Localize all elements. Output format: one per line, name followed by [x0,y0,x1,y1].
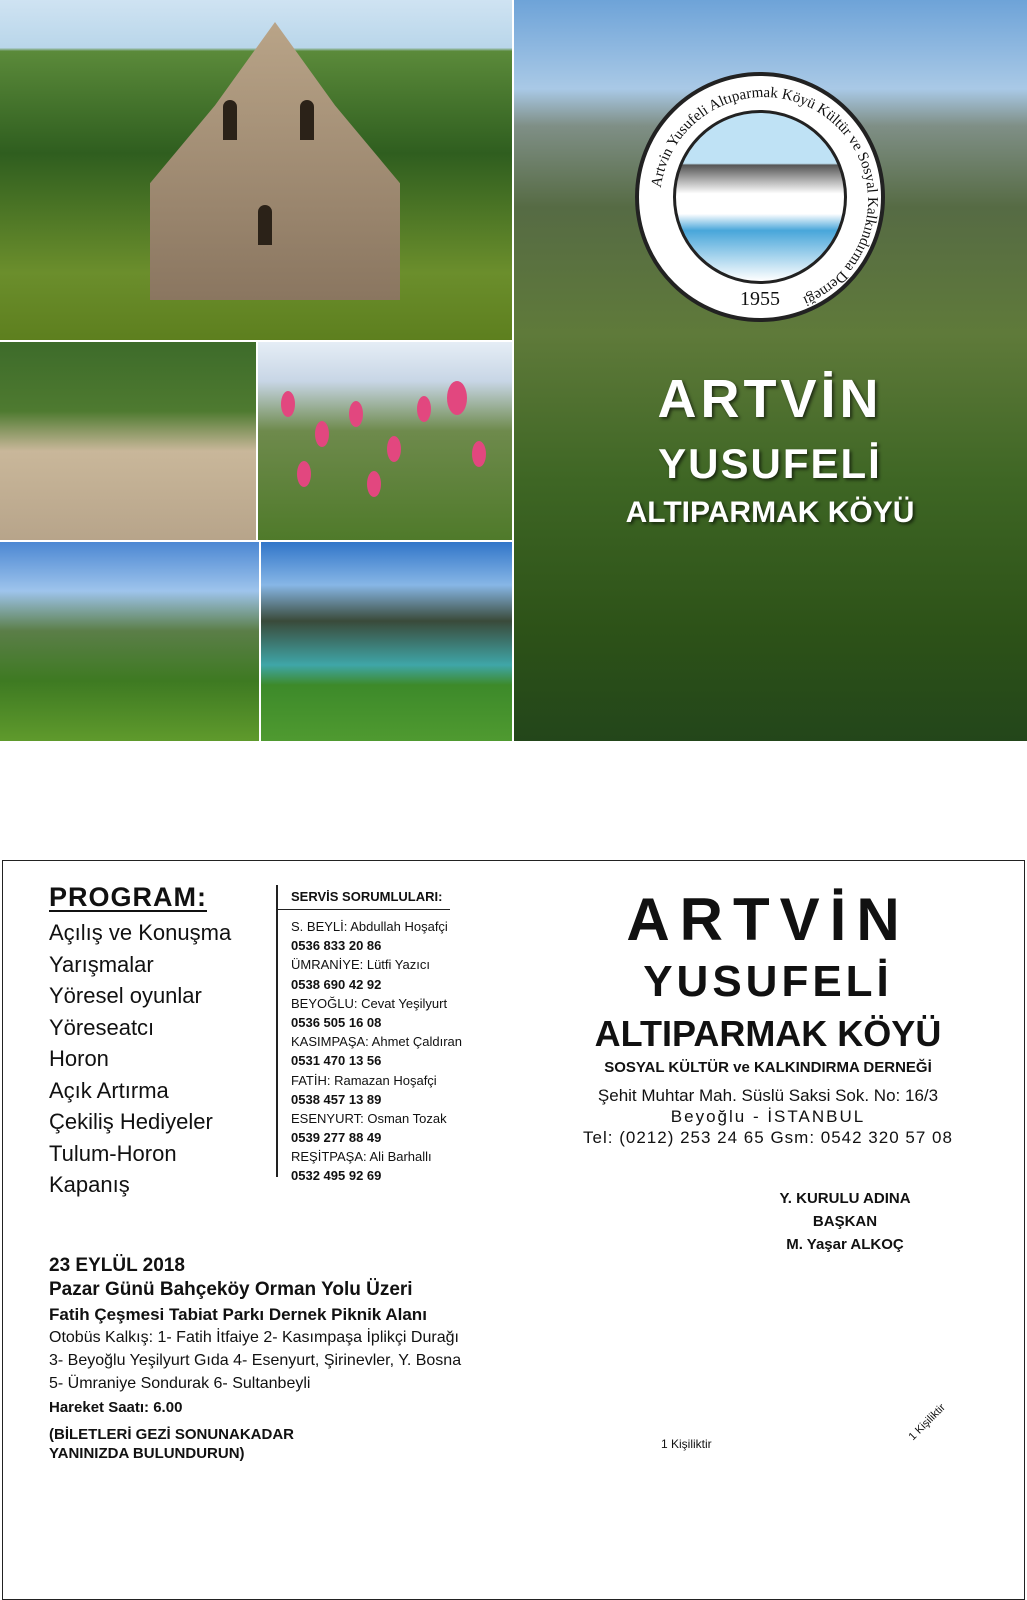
mountain-lake-photo [260,541,513,741]
signature-role: BAŞKAN [812,1213,878,1230]
folk-dance-photo [0,341,257,541]
program-item: Yöresel oyunlar [49,983,202,1008]
ticket-warning: (BİLETLERİ GEZİ SONUNAKADAR YANINIZDA BULUNDURUN) [49,1426,294,1462]
svg-text:Artvin Yusufeli Altıparmak Köy: Artvin Yusufeli Altıparmak Köyü Kültür ve Sosyal Kalkındırma Derneği [648,84,881,309]
photo-collage [0,0,1027,741]
ticket-title-artvin: ARTVİN [626,886,910,953]
bus-departure-points: Otobüs Kalkış: 1- Fatih İtfaiye 2- Kasımpaşa İplikçi Durağı [49,1329,459,1346]
servis-contact-phone: 0536 833 20 86 [291,938,382,954]
servis-contact-name: KASIMPAŞA: Ahmet Çaldıran [291,1034,462,1050]
servis-contact [291,1071,462,1109]
servis-contact [291,1147,462,1185]
contact-phones: Tel: (0212) 253 24 65 Gsm: 0542 320 57 08 [583,1128,953,1147]
seal-year: 1955 [740,288,780,310]
church-window [223,100,237,140]
address-street: Şehit Muhtar Mah. Süslü Saksi Sok. No: 16/3 [597,1086,939,1105]
capacity-label-rotated: 1 Kişiliktir [906,1401,948,1443]
green-valley-photo [0,541,260,741]
association-seal-logo [635,72,885,322]
address-city: Beyoğlu - İSTANBUL [670,1107,866,1126]
event-date: 23 EYLÜL 2018 [49,1255,185,1276]
program-heading: PROGRAM: [49,882,207,912]
servis-contact-name: S. BEYLİ: Abdullah Hoşafçi [291,919,448,934]
church-photo [0,0,513,341]
servis-heading: SERVİS SORUMLULARI: [291,889,443,904]
program-item: Açılış ve Konuşma [49,920,232,945]
servis-heading-underline [278,909,450,910]
cover-title-yusufeli: YUSUFELİ [658,440,882,487]
event-location: Pazar Günü Bahçeköy Orman Yolu Üzeri [49,1279,413,1300]
servis-contact [291,1109,462,1147]
servis-list [291,917,462,1186]
church-building [150,22,400,300]
program-item: Tulum-Horon [49,1140,177,1166]
signature-block [755,1187,935,1256]
servis-contact [291,994,462,1032]
program-item: Açık Artırma [49,1077,169,1103]
cover-title-artvin: ARTVİN [657,369,883,429]
servis-contact [291,917,462,955]
church-window [300,100,314,140]
program-item: Horon [49,1046,109,1071]
servis-contact-phone: 0538 457 13 89 [291,1091,382,1107]
association-name: SOSYAL KÜLTÜR ve KALKINDIRMA DERNEĞİ [604,1059,932,1076]
servis-contact-name: ÜMRANİYE: Lütfi Yazıcı [291,957,430,973]
servis-contact-name: ESENYURT: Osman Tozak [291,1110,447,1126]
event-venue: Fatih Çeşmesi Tabiat Parkı Dernek Piknik Alanı [49,1305,427,1324]
bus-departure-points: 3- Beyoğlu Yeşilyurt Gıda 4- Esenyurt, Şirinevler, Y. Bosna [49,1352,462,1369]
bus-departure-points: 5- Ümraniye Sondurak 6- Sultanbeyli [49,1375,311,1392]
program-item: Yöreseatcı [49,1014,155,1040]
column-divider [276,885,278,1177]
capacity-label: 1 Kişiliktir [661,1437,712,1451]
servis-contact-phone: 0539 277 88 49 [291,1130,382,1146]
signature-name: M. Yaşar ALKOÇ [786,1236,904,1253]
servis-contact-name: REŞİTPAŞA: Ali Barhallı [291,1149,432,1165]
pink-flowers-photo [257,341,513,541]
ticket-title-yusufeli: YUSUFELİ [643,957,893,1006]
seal-landscape-illustration [673,110,847,284]
servis-contact-phone: 0531 470 13 56 [291,1053,382,1069]
program-item: Çekiliş Hediyeler [49,1109,213,1134]
program-item: Yarışmalar [49,951,154,977]
departure-time: Hareket Saatı: 6.00 [49,1399,183,1416]
servis-contact-phone: 0538 690 42 92 [291,976,382,992]
servis-contact-name: BEYOĞLU: Cevat Yeşilyurt [291,995,448,1011]
servis-contact-name: FATİH: Ramazan Hoşafçi [291,1072,437,1088]
signature-board: Y. KURULU ADINA [779,1190,911,1207]
servis-contact-phone: 0532 495 92 69 [291,1168,382,1184]
cover-title-altiparmak: ALTIPARMAK KÖYÜ [625,496,915,529]
program-item: Kapanış [49,1172,130,1197]
servis-contact [291,955,462,993]
ticket-title-altiparmak: ALTIPARMAK KÖYÜ [594,1013,942,1054]
church-window [258,205,272,245]
servis-contact [291,1032,462,1070]
program-list [49,917,231,1201]
servis-contact-phone: 0536 505 16 08 [291,1014,382,1030]
event-ticket [2,860,1025,1600]
